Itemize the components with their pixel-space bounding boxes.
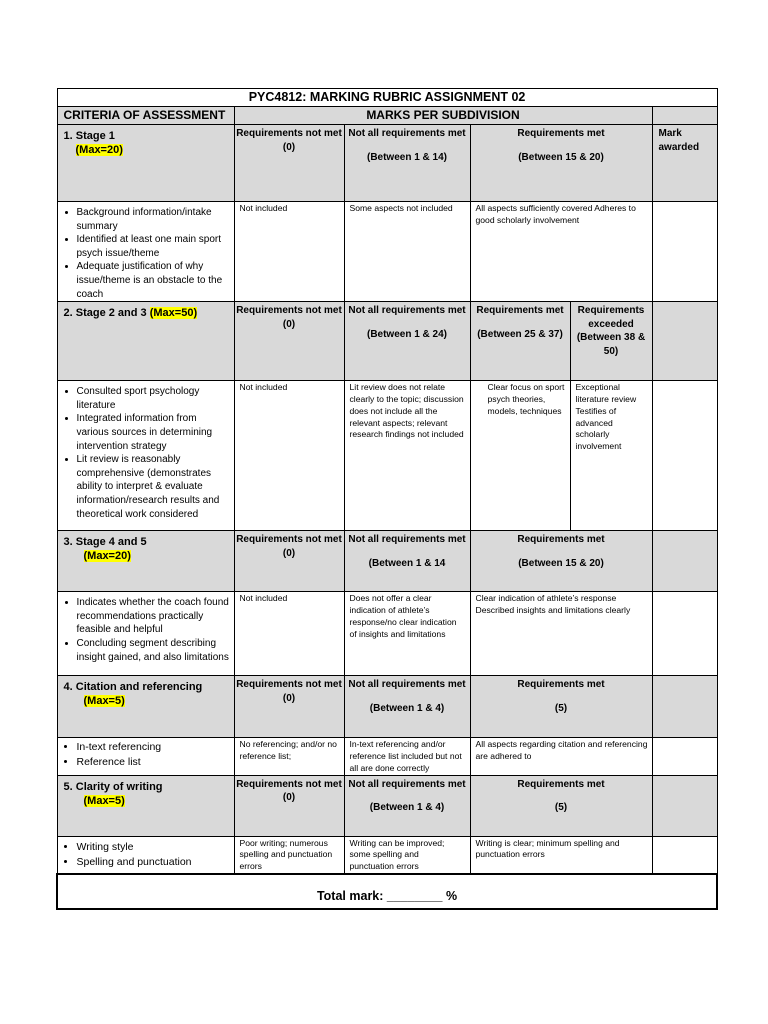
level-label: Requirements not met xyxy=(236,778,342,790)
level-range: (0) xyxy=(282,141,296,153)
level-range: (Between 1 & 4) xyxy=(369,702,445,714)
stage-3-desc-not-met: Not included xyxy=(234,592,344,676)
stage-1-bullets xyxy=(57,202,234,302)
list-item: • Lit review is reasonably comprehensive (demonstrates ability to interpret & evaluate information/research results and theoretical work considered xyxy=(77,453,230,521)
stage-3-level-met xyxy=(470,531,652,592)
level-label: Not all requirements met xyxy=(348,679,466,691)
list-item: • Identified at least one main sport psych issue/theme xyxy=(77,233,230,260)
level-range: (Between 1 & 14) xyxy=(366,151,448,163)
level-label: Requirements met xyxy=(517,128,605,139)
marks-header-spacer xyxy=(652,107,717,125)
rubric-title: PYC4812: MARKING RUBRIC ASSIGNMENT 02 xyxy=(57,89,717,107)
stage-5-desc-met: Writing is clear; minimum spelling and punctuation errors xyxy=(470,836,652,874)
stage-5-level-met xyxy=(470,775,652,836)
level-range: (Between 1 & 4) xyxy=(369,802,445,814)
criteria-header: CRITERIA OF ASSESSMENT xyxy=(57,107,234,125)
stage-4-mark-header-spacer xyxy=(652,676,717,738)
list-item: • Background information/intake summary xyxy=(77,206,230,233)
level-label: Requirements met xyxy=(476,305,564,317)
stage-5-level-partial xyxy=(344,775,470,836)
stage-2-bullets xyxy=(57,381,234,531)
list-item: • Writing style xyxy=(77,840,230,855)
stage-2-level-not-met xyxy=(234,302,344,381)
stage-2-level-partial xyxy=(344,302,470,381)
total-mark: Total mark: ________ % xyxy=(57,874,717,909)
stage-2-max: (Max=50) xyxy=(149,307,198,320)
stage-2-number: 2. xyxy=(63,307,73,320)
stage-3-mark-awarded[interactable] xyxy=(652,592,717,676)
list-item: • Consulted sport psychology literature xyxy=(77,385,230,412)
level-range: (Between 1 & 14 xyxy=(368,557,446,569)
stage-4-criterion xyxy=(57,676,234,738)
list-item: • Spelling and punctuation xyxy=(77,855,230,870)
level-range: (0) xyxy=(282,318,296,330)
level-label: Not all requirements met xyxy=(348,305,466,317)
stage-4-level-partial xyxy=(344,676,470,738)
stage-1-desc-partial: Some aspects not included xyxy=(344,202,470,302)
level-range: (0) xyxy=(282,792,296,804)
stage-4-mark-awarded[interactable] xyxy=(652,738,717,775)
stage-2-desc-partial: Lit review does not relate clearly to the topic; discussion does not include all the relevant aspects; relevant research findings not included xyxy=(344,381,470,531)
stage-1-number: 1. xyxy=(63,130,73,142)
list-item: • Reference list xyxy=(77,755,230,770)
level-range: (5) xyxy=(554,802,568,814)
stage-5-name: Clarity of writing xyxy=(75,780,163,793)
stage-3-criterion xyxy=(57,531,234,592)
list-item: • Adequate justification of why issue/theme is an obstacle to the coach xyxy=(77,260,230,301)
stage-2-desc-exceeded: Exceptional literature review Testifies of advanced scholarly involvement xyxy=(570,381,652,531)
stage-3-bullets xyxy=(57,592,234,676)
stage-3-max: (Max=20) xyxy=(83,550,131,563)
stage-5-mark-awarded[interactable] xyxy=(652,836,717,874)
level-label: Requirements exceeded xyxy=(577,305,645,330)
level-label: Requirements not met xyxy=(236,305,342,317)
stage-2-mark-awarded[interactable] xyxy=(652,381,717,531)
stage-3-level-not-met xyxy=(234,531,344,592)
level-range: (Between 15 & 20) xyxy=(518,151,604,163)
stage-2-name: Stage 2 and 3 xyxy=(75,307,147,320)
level-range: (0) xyxy=(282,692,296,704)
stage-1-max: (Max=20) xyxy=(75,144,123,156)
stage-5-bullets xyxy=(57,836,234,874)
mark-awarded-header: Mark awarded xyxy=(652,125,717,202)
stage-1-criterion xyxy=(57,125,234,202)
level-label: Requirements not met xyxy=(236,128,342,139)
stage-4-max: (Max=5) xyxy=(83,695,125,708)
stage-4-bullets xyxy=(57,738,234,775)
stage-3-name: Stage 4 and 5 xyxy=(75,536,147,549)
stage-5-number: 5. xyxy=(63,780,73,793)
level-label: Requirements not met xyxy=(236,679,342,691)
level-range: (Between 1 & 24) xyxy=(366,328,448,340)
stage-4-desc-met: All aspects regarding citation and referencing are adhered to xyxy=(470,738,652,775)
level-label: Requirements met xyxy=(517,534,605,546)
list-item: • Concluding segment describing insight gained, and also limitations xyxy=(77,637,230,664)
stage-1-desc-met: All aspects sufficiently covered Adheres to good scholarly involvement xyxy=(470,202,652,302)
stage-5-criterion xyxy=(57,775,234,836)
stage-4-name: Citation and referencing xyxy=(75,681,203,694)
stage-4-number: 4. xyxy=(63,681,73,694)
level-label: Requirements met xyxy=(517,778,605,790)
level-range: (Between 25 & 37) xyxy=(477,328,563,340)
level-label: Not all requirements met xyxy=(348,128,466,139)
level-label: Requirements met xyxy=(517,679,605,691)
stage-1-level-met xyxy=(470,125,652,202)
stage-1-desc-not-met: Not included xyxy=(234,202,344,302)
stage-2-level-exceeded xyxy=(570,302,652,381)
stage-3-level-partial xyxy=(344,531,470,592)
stage-3-number: 3. xyxy=(63,536,73,549)
stage-1-name: Stage 1 xyxy=(75,130,115,142)
marks-header: MARKS PER SUBDIVISION xyxy=(234,107,652,125)
level-label: Not all requirements met xyxy=(348,534,466,546)
stage-1-level-not-met xyxy=(234,125,344,202)
stage-5-mark-header-spacer xyxy=(652,775,717,836)
stage-5-desc-not-met: Poor writing; numerous spelling and punctuation errors xyxy=(234,836,344,874)
level-range: (0) xyxy=(282,547,296,559)
stage-4-desc-partial: In-text referencing and/or reference list included but not all are done correctly xyxy=(344,738,470,775)
level-range: (Between 15 & 20) xyxy=(518,557,604,569)
stage-2-mark-header-spacer xyxy=(652,302,717,381)
level-label: Requirements not met xyxy=(236,534,342,546)
marking-rubric-table xyxy=(56,88,718,910)
stage-5-max: (Max=5) xyxy=(83,794,125,807)
level-range: (Between 38 & 50) xyxy=(576,332,646,357)
list-item: • Integrated information from various sources in determining intervention strategy xyxy=(77,412,230,453)
level-label: Not all requirements met xyxy=(348,778,466,790)
stage-4-level-not-met xyxy=(234,676,344,738)
level-range: (5) xyxy=(554,702,568,714)
stage-2-level-met xyxy=(470,302,570,381)
list-item: • In-text referencing xyxy=(77,740,230,755)
stage-5-desc-partial: Writing can be improved; some spelling and punctuation errors xyxy=(344,836,470,874)
list-item: • Indicates whether the coach found recommendations practically feasible and helpful xyxy=(77,596,230,637)
stage-3-desc-met: Clear indication of athlete’s response Described insights and limitations clearly xyxy=(470,592,652,676)
stage-1-mark-awarded[interactable] xyxy=(652,202,717,302)
stage-3-mark-header-spacer xyxy=(652,531,717,592)
stage-1-level-partial xyxy=(344,125,470,202)
stage-2-desc-met: Clear focus on sport psych theories, models, techniques xyxy=(470,381,570,531)
stage-3-desc-partial: Does not offer a clear indication of athlete’s response/no clear indication of insights and limitations xyxy=(344,592,470,676)
stage-5-level-not-met xyxy=(234,775,344,836)
stage-2-desc-not-met: Not included xyxy=(234,381,344,531)
stage-4-level-met xyxy=(470,676,652,738)
stage-4-desc-not-met: No referencing; and/or no reference list; xyxy=(234,738,344,775)
stage-2-criterion xyxy=(57,302,234,381)
